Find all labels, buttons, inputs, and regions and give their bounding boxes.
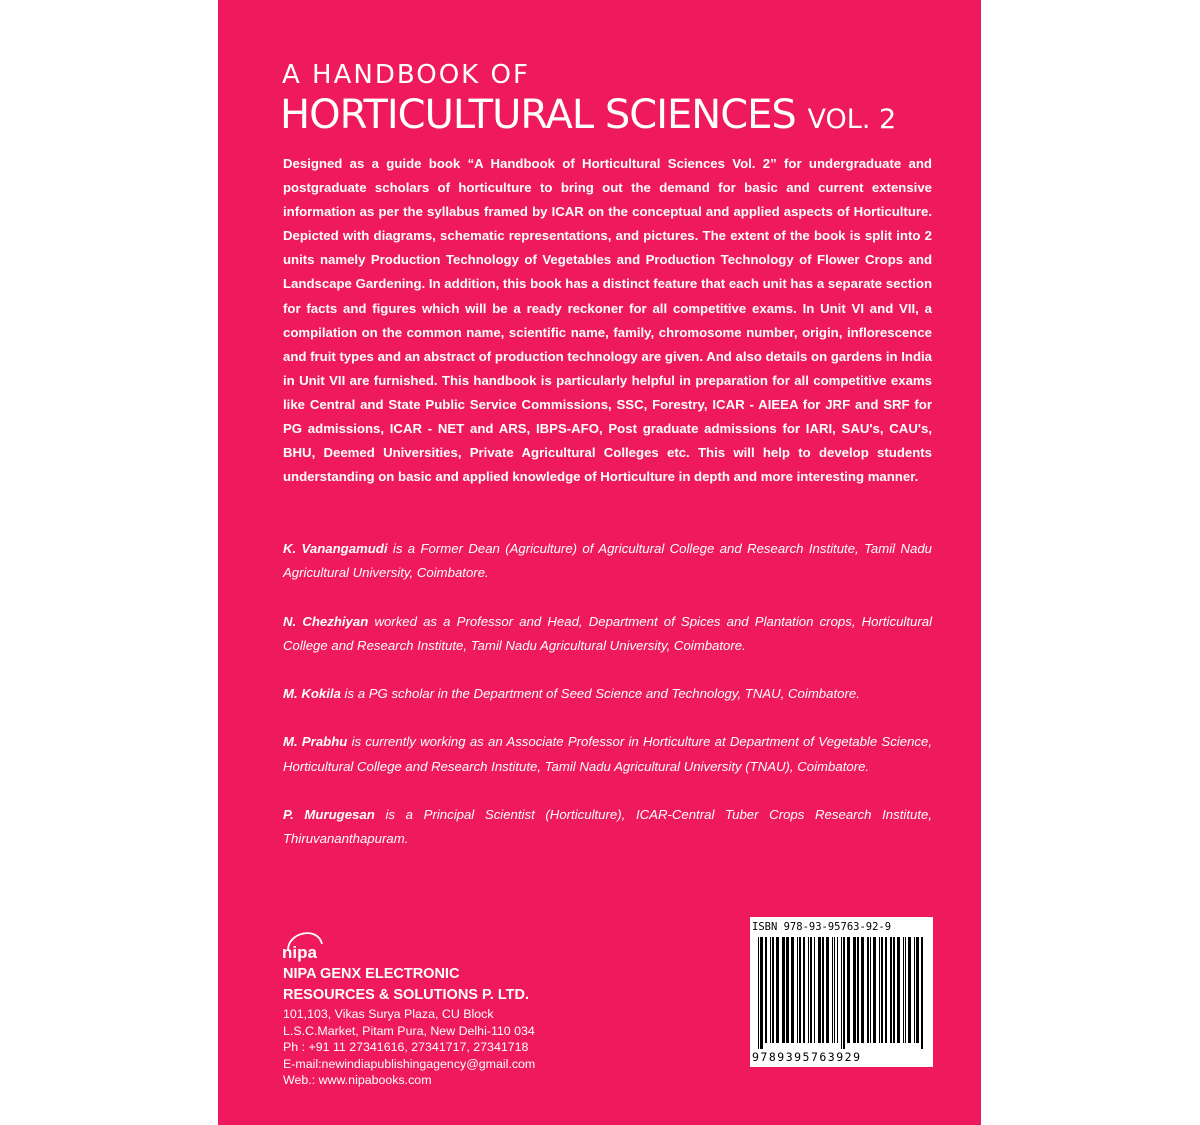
barcode-bar [837, 937, 838, 1043]
barcode-bars-icon [752, 937, 931, 1051]
barcode-bar [921, 937, 923, 1049]
publisher-info [283, 964, 535, 1089]
barcode-bar [772, 937, 774, 1043]
barcode-bar [903, 937, 904, 1043]
barcode-bar [908, 937, 911, 1043]
barcode-bar [808, 937, 809, 1043]
publisher-name-line2: RESOURCES & SOLUTIONS P. LTD. [283, 987, 529, 1003]
publisher-name-line1: NIPA GENX ELECTRONIC [283, 966, 460, 982]
publisher-phone: Ph : +91 11 27341616, 27341717, 27341718 [283, 1040, 529, 1054]
book-description: Designed as a guide book “A Handbook of Horticultural Sciences Vol. 2” for undergraduate and postgraduate scholars of horticulture to bring out the demand for basic and current extensive information as per the syllabus framed by ICAR on the conceptual and applied aspects of Horticulture. Depicted with diagrams, schematic representations, and pictures. The extent of the book is split into 2 units namely Production Technology of Vegetables and Production Technology of Flower Crops and Landscape Gardening. In addition, this book has a distinct feature that each unit has a separate section for facts and figures which will be a ready reckoner for all competitive exams. In Unit VI and VII, a compilation on the common name, scientific name, family, chromosome number, origin, inflorescence and fruit types and an abstract of production technology are given. And also details on gardens in India in Unit VII are furnished. This handbook is particularly helpful in preparation for all competitive exams like Central and State Public Service Commissions, SSC, Forestry, ICAR - AIEEA for JRF and SRF for PG admissions, ICAR - NET and ARS, IBPS-AFO, Post graduate admissions for IARI, SAU's, CAU's, BHU, Deemed Universities, Private Agricultural Colleges etc. This will help to develop students understanding on basic and applied knowledge of Horticulture in depth and more interesting manner. [283, 156, 932, 485]
barcode-bar [857, 937, 859, 1043]
title-line-1: A HANDBOOK OF [282, 60, 530, 90]
author-bio [283, 610, 932, 659]
author-description: worked as a Professor and Head, Department of Spices and Plantation crops, Horticultural College and Research Institute, Tamil Nadu Agricultural University, Coimbatore. [283, 613, 932, 653]
barcode-bar [873, 937, 876, 1043]
author-description: is a Former Dean (Agriculture) of Agricultural College and Research Institute, Tamil Nadu Agricultural University, Coimbatore. [283, 541, 932, 581]
barcode-bar [861, 937, 864, 1043]
barcode-bar [879, 937, 880, 1043]
author-bio [283, 730, 932, 779]
barcode-bar [776, 937, 779, 1043]
isbn-text: ISBN 978-93-95763-92-9 [752, 921, 892, 933]
barcode-bar [870, 937, 871, 1043]
barcode-bar [791, 937, 794, 1043]
barcode-bar [853, 937, 856, 1043]
barcode-bar [843, 937, 845, 1049]
barcode-bar [814, 937, 815, 1043]
barcode-bar [770, 937, 771, 1043]
barcode-bar [818, 937, 821, 1043]
barcode-bar [847, 937, 850, 1043]
author-name: K. Vanangamudi [283, 541, 388, 556]
barcode-bar [905, 937, 906, 1043]
author-description: is a Principal Scientist (Horticulture), ICAR-Central Tuber Crops Research Institute, Thiruvananthapuram. [283, 807, 932, 847]
barcode-bar [760, 937, 763, 1049]
title-volume: VOL. 2 [807, 104, 897, 135]
svg-text:nipa: nipa [282, 943, 317, 962]
author-bio [283, 682, 932, 706]
barcode-bar [890, 937, 892, 1043]
author-name: P. Murugesan [283, 807, 375, 823]
barcode-bar [914, 937, 915, 1043]
author-bio [283, 537, 932, 586]
barcode-bar [832, 937, 833, 1043]
barcode-bar [885, 937, 887, 1043]
barcode-bar [786, 937, 789, 1043]
barcode-digits: 9789395763929 [752, 1050, 862, 1064]
publisher-email: E-mail:newindiapublishingagency@gmail.com [283, 1056, 536, 1071]
barcode-bar [867, 937, 869, 1043]
publisher-address-line2: L.S.C.Market, Pitam Pura, New Delhi-110 034 [283, 1023, 535, 1038]
barcode-bar [897, 937, 900, 1043]
barcode-bar [881, 937, 883, 1043]
barcode-bar [841, 937, 842, 1049]
author-description: is currently working as an Associate Professor in Horticulture at Department of Vegetable Science, Horticultural College and Research Institute, Tamil Nadu Agricultural University (TNAU), Coimbatore. [283, 734, 932, 774]
barcode-bar [893, 937, 895, 1043]
author-name: N. Chezhiyan [283, 613, 369, 629]
barcode-bar [758, 937, 759, 1049]
author-name: M. Prabhu [283, 734, 348, 750]
barcode-bar [765, 937, 767, 1043]
back-cover [218, 0, 981, 1125]
barcode-bar [916, 937, 919, 1043]
barcode-bar [822, 937, 824, 1043]
title-main: HORTICULTURAL SCIENCES [280, 92, 796, 138]
barcode-bar [803, 937, 805, 1043]
barcode-bar [799, 937, 801, 1043]
barcode-bar [834, 937, 835, 1043]
barcode-bar [797, 937, 798, 1043]
isbn-barcode [750, 917, 933, 1067]
barcode-bar [810, 937, 812, 1043]
author-bio [283, 803, 932, 852]
barcode-bar [782, 937, 785, 1043]
publisher-address-line1: 101,103, Vikas Surya Plaza, CU Block [283, 1007, 494, 1021]
author-list [283, 537, 932, 876]
barcode-bar [826, 937, 829, 1043]
nipa-logo-icon [280, 928, 330, 962]
author-name: M. Kokila [283, 686, 341, 702]
book-title [280, 92, 896, 138]
publisher-web: Web.: www.nipabooks.com [283, 1073, 432, 1087]
author-description: is a PG scholar in the Department of Seed Science and Technology, TNAU, Coimbatore. [340, 686, 860, 702]
